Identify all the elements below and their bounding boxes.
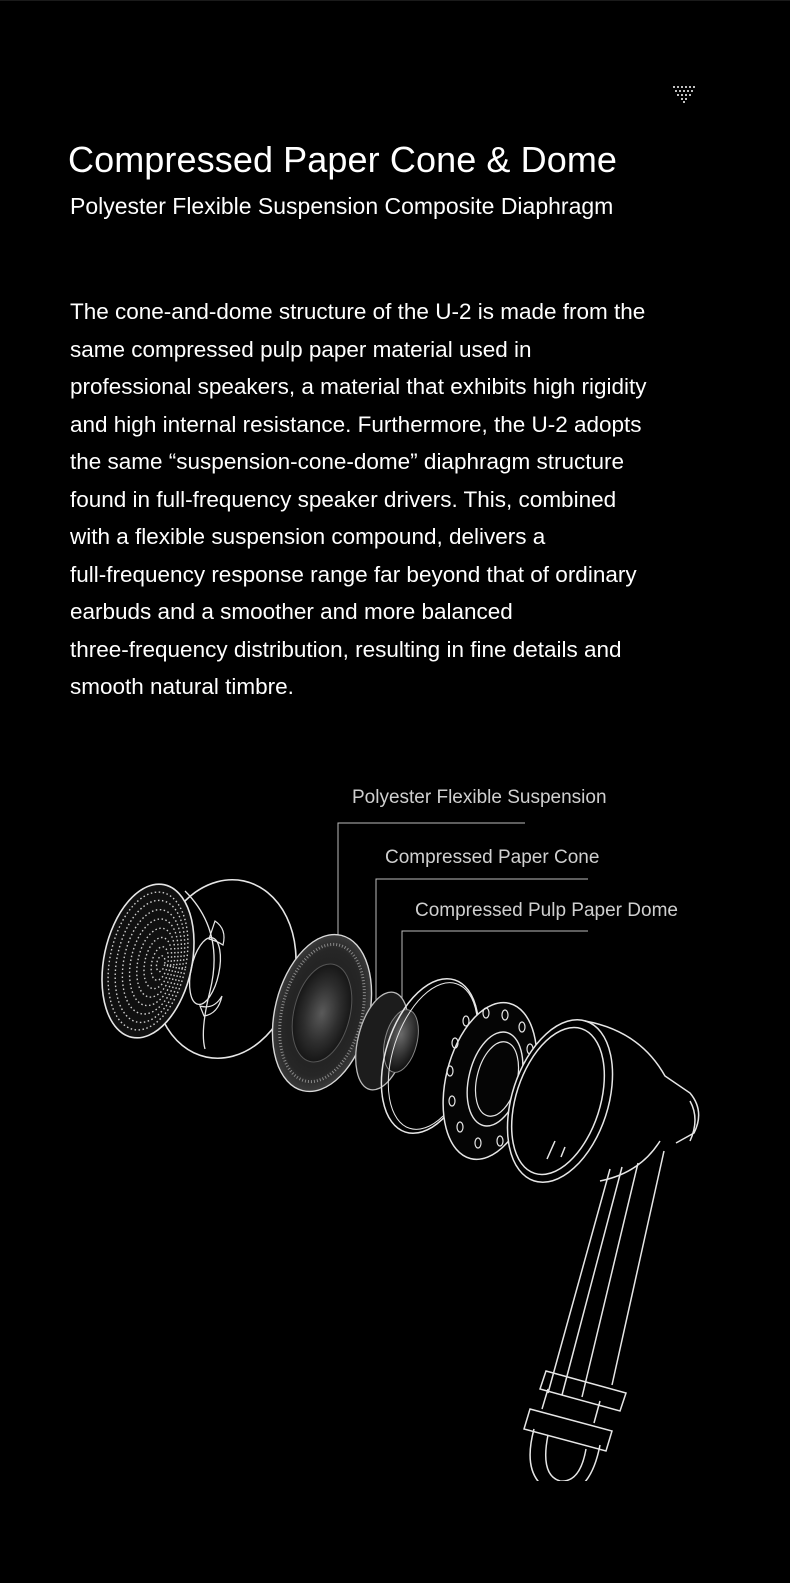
description-line: earbuds and a smoother and more balanced: [70, 599, 513, 624]
description-line: professional speakers, a material that exhibits high rigidity: [70, 374, 647, 399]
dot-triangle-logo-icon: [672, 85, 696, 103]
page-title: Compressed Paper Cone & Dome: [68, 139, 618, 180]
callout-label-dome: Compressed Pulp Paper Dome: [415, 900, 678, 921]
callout-label-suspension: Polyester Flexible Suspension: [352, 787, 607, 808]
description-line: full-frequency response range far beyond that of ordinary: [70, 561, 637, 587]
description-line: found in full-frequency speaker drivers. This, combined: [70, 486, 617, 512]
description-line: smooth natural timbre.: [70, 674, 294, 699]
exploded-earbud-diagram: [0, 781, 790, 1481]
description-line: same compressed pulp paper material used in: [70, 336, 532, 362]
page-subtitle: Polyester Flexible Suspension Composite Diaphragm: [70, 193, 614, 219]
feature-description: [70, 293, 730, 706]
description-line: three-frequency distribution, resulting in fine details and: [70, 636, 622, 662]
callout-label-cone: Compressed Paper Cone: [385, 847, 600, 868]
description-line: the same “suspension-cone-dome” diaphragm structure: [70, 449, 625, 474]
description-line: with a flexible suspension compound, delivers a: [70, 524, 546, 549]
rear-housing-part: [488, 1006, 698, 1481]
description-line: and high internal resistance. Furthermore, the U-2 adopts: [70, 411, 642, 437]
description-line: The cone-and-dome structure of the U-2 is made from the: [70, 299, 646, 324]
